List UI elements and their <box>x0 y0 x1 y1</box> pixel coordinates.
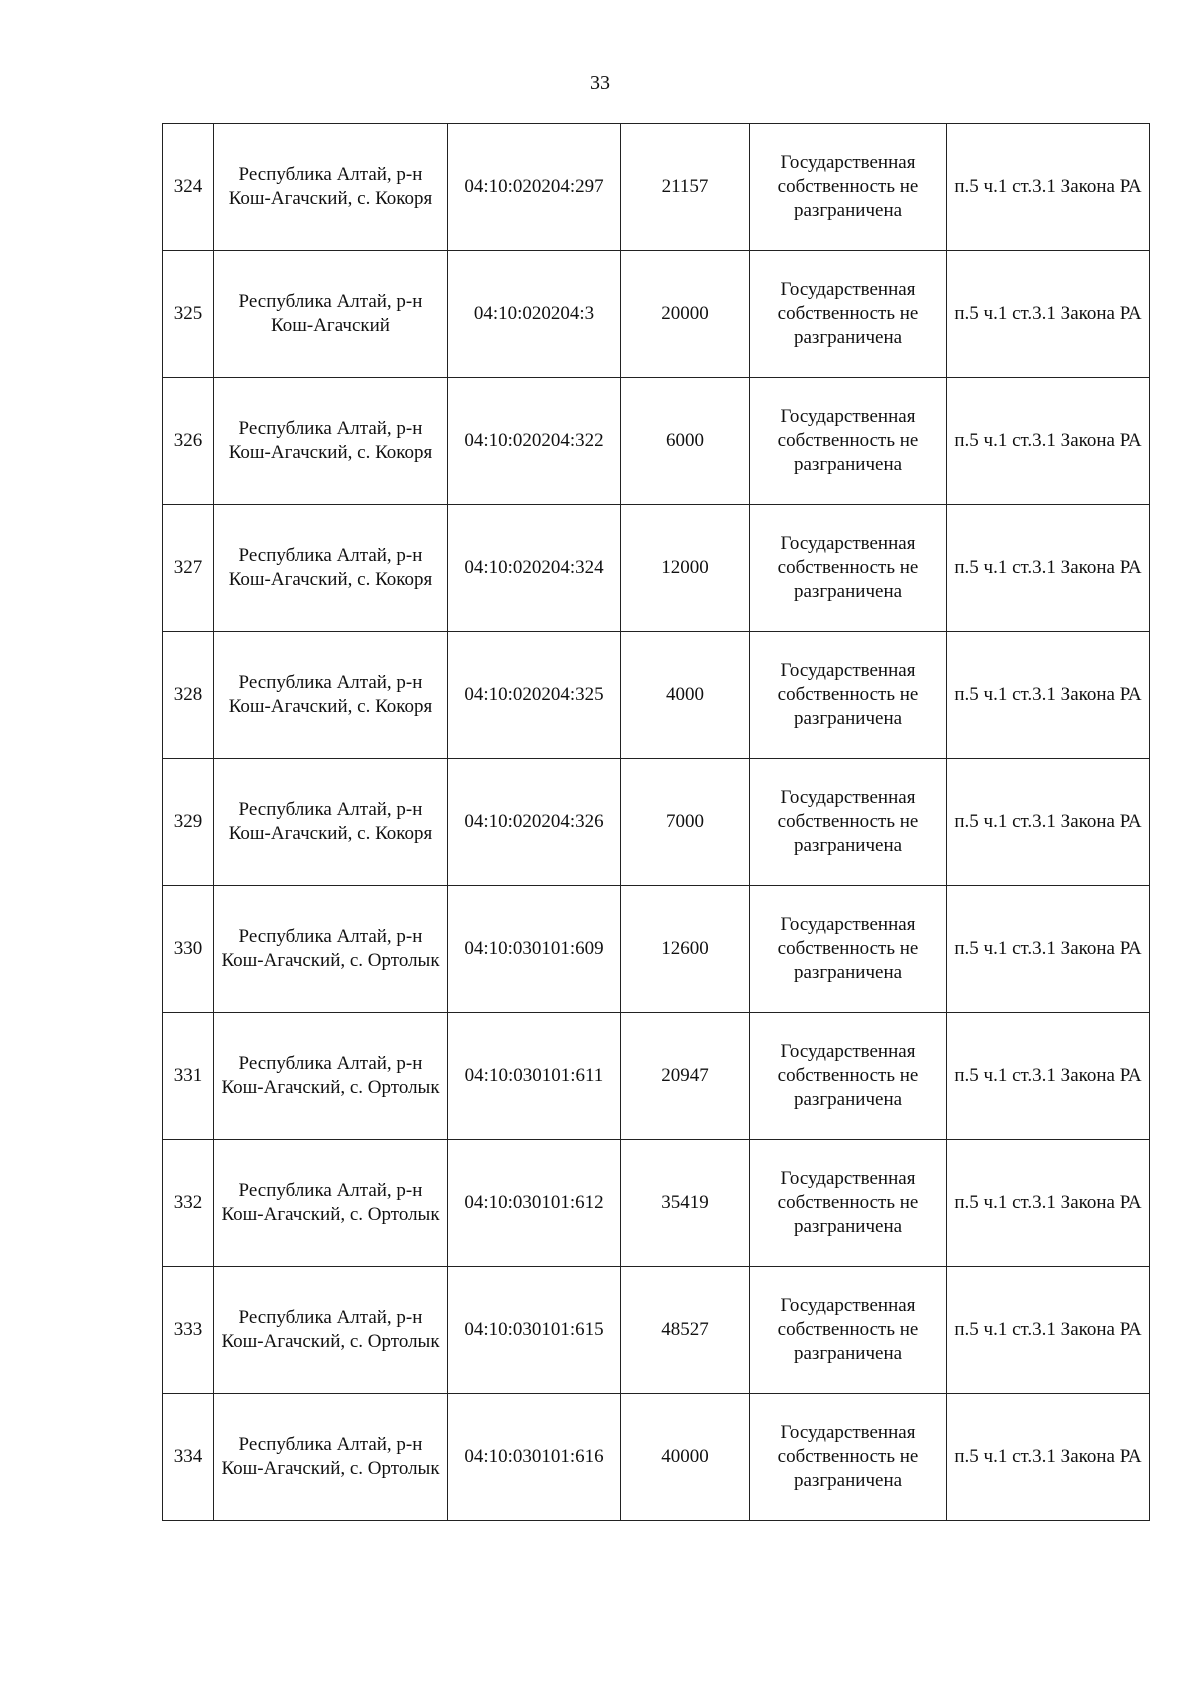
row-number: 333 <box>163 1267 214 1394</box>
ownership-type: Государственная собственность не разграничена <box>750 886 947 1013</box>
cadastral-number: 04:10:030101:612 <box>448 1140 621 1267</box>
ownership-type: Государственная собственность не разграничена <box>750 505 947 632</box>
plot-address: Республика Алтай, р-н Кош-Агачский, с. Кокоря <box>214 505 448 632</box>
cadastral-number: 04:10:030101:609 <box>448 886 621 1013</box>
row-number: 331 <box>163 1013 214 1140</box>
row-number: 326 <box>163 378 214 505</box>
plot-area: 12000 <box>621 505 750 632</box>
table-row <box>163 251 1150 378</box>
plot-area: 40000 <box>621 1394 750 1521</box>
legal-basis: п.5 ч.1 ст.3.1 Закона РА <box>947 124 1150 251</box>
row-number: 332 <box>163 1140 214 1267</box>
plot-area: 20947 <box>621 1013 750 1140</box>
cadastral-number: 04:10:020204:322 <box>448 378 621 505</box>
plot-address: Республика Алтай, р-н Кош-Агачский, с. Ортолык <box>214 886 448 1013</box>
table-row <box>163 1394 1150 1521</box>
row-number: 330 <box>163 886 214 1013</box>
legal-basis: п.5 ч.1 ст.3.1 Закона РА <box>947 1267 1150 1394</box>
ownership-type: Государственная собственность не разграничена <box>750 1267 947 1394</box>
ownership-type: Государственная собственность не разграничена <box>750 1394 947 1521</box>
page-number: 33 <box>590 72 610 94</box>
row-number: 329 <box>163 759 214 886</box>
table-row <box>163 886 1150 1013</box>
legal-basis: п.5 ч.1 ст.3.1 Закона РА <box>947 505 1150 632</box>
land-plot-table <box>162 123 1150 1521</box>
legal-basis: п.5 ч.1 ст.3.1 Закона РА <box>947 632 1150 759</box>
table-row <box>163 378 1150 505</box>
table-row <box>163 1140 1150 1267</box>
cadastral-number: 04:10:030101:615 <box>448 1267 621 1394</box>
ownership-type: Государственная собственность не разграничена <box>750 124 947 251</box>
ownership-type: Государственная собственность не разграничена <box>750 1013 947 1140</box>
plot-address: Республика Алтай, р-н Кош-Агачский, с. Ортолык <box>214 1013 448 1140</box>
legal-basis: п.5 ч.1 ст.3.1 Закона РА <box>947 759 1150 886</box>
cadastral-number: 04:10:020204:3 <box>448 251 621 378</box>
plot-address: Республика Алтай, р-н Кош-Агачский <box>214 251 448 378</box>
legal-basis: п.5 ч.1 ст.3.1 Закона РА <box>947 378 1150 505</box>
table-row <box>163 505 1150 632</box>
table-row <box>163 632 1150 759</box>
plot-address: Республика Алтай, р-н Кош-Агачский, с. Ортолык <box>214 1140 448 1267</box>
plot-area: 35419 <box>621 1140 750 1267</box>
plot-area: 7000 <box>621 759 750 886</box>
cadastral-number: 04:10:020204:326 <box>448 759 621 886</box>
plot-area: 21157 <box>621 124 750 251</box>
cadastral-number: 04:10:020204:297 <box>448 124 621 251</box>
cadastral-number: 04:10:020204:324 <box>448 505 621 632</box>
cadastral-number: 04:10:020204:325 <box>448 632 621 759</box>
ownership-type: Государственная собственность не разграничена <box>750 759 947 886</box>
plot-address: Республика Алтай, р-н Кош-Агачский, с. Ортолык <box>214 1267 448 1394</box>
table-row <box>163 1013 1150 1140</box>
plot-address: Республика Алтай, р-н Кош-Агачский, с. Кокоря <box>214 759 448 886</box>
ownership-type: Государственная собственность не разграничена <box>750 632 947 759</box>
legal-basis: п.5 ч.1 ст.3.1 Закона РА <box>947 1394 1150 1521</box>
table-row <box>163 124 1150 251</box>
plot-area: 48527 <box>621 1267 750 1394</box>
legal-basis: п.5 ч.1 ст.3.1 Закона РА <box>947 1013 1150 1140</box>
table-row <box>163 1267 1150 1394</box>
cadastral-number: 04:10:030101:616 <box>448 1394 621 1521</box>
legal-basis: п.5 ч.1 ст.3.1 Закона РА <box>947 1140 1150 1267</box>
table-row <box>163 759 1150 886</box>
legal-basis: п.5 ч.1 ст.3.1 Закона РА <box>947 251 1150 378</box>
plot-area: 6000 <box>621 378 750 505</box>
plot-address: Республика Алтай, р-н Кош-Агачский, с. Кокоря <box>214 124 448 251</box>
ownership-type: Государственная собственность не разграничена <box>750 1140 947 1267</box>
row-number: 327 <box>163 505 214 632</box>
row-number: 334 <box>163 1394 214 1521</box>
ownership-type: Государственная собственность не разграничена <box>750 251 947 378</box>
row-number: 325 <box>163 251 214 378</box>
row-number: 324 <box>163 124 214 251</box>
plot-address: Республика Алтай, р-н Кош-Агачский, с. Кокоря <box>214 378 448 505</box>
plot-address: Республика Алтай, р-н Кош-Агачский, с. Ортолык <box>214 1394 448 1521</box>
row-number: 328 <box>163 632 214 759</box>
cadastral-number: 04:10:030101:611 <box>448 1013 621 1140</box>
ownership-type: Государственная собственность не разграничена <box>750 378 947 505</box>
legal-basis: п.5 ч.1 ст.3.1 Закона РА <box>947 886 1150 1013</box>
plot-area: 12600 <box>621 886 750 1013</box>
plot-area: 20000 <box>621 251 750 378</box>
plot-address: Республика Алтай, р-н Кош-Агачский, с. Кокоря <box>214 632 448 759</box>
plot-area: 4000 <box>621 632 750 759</box>
